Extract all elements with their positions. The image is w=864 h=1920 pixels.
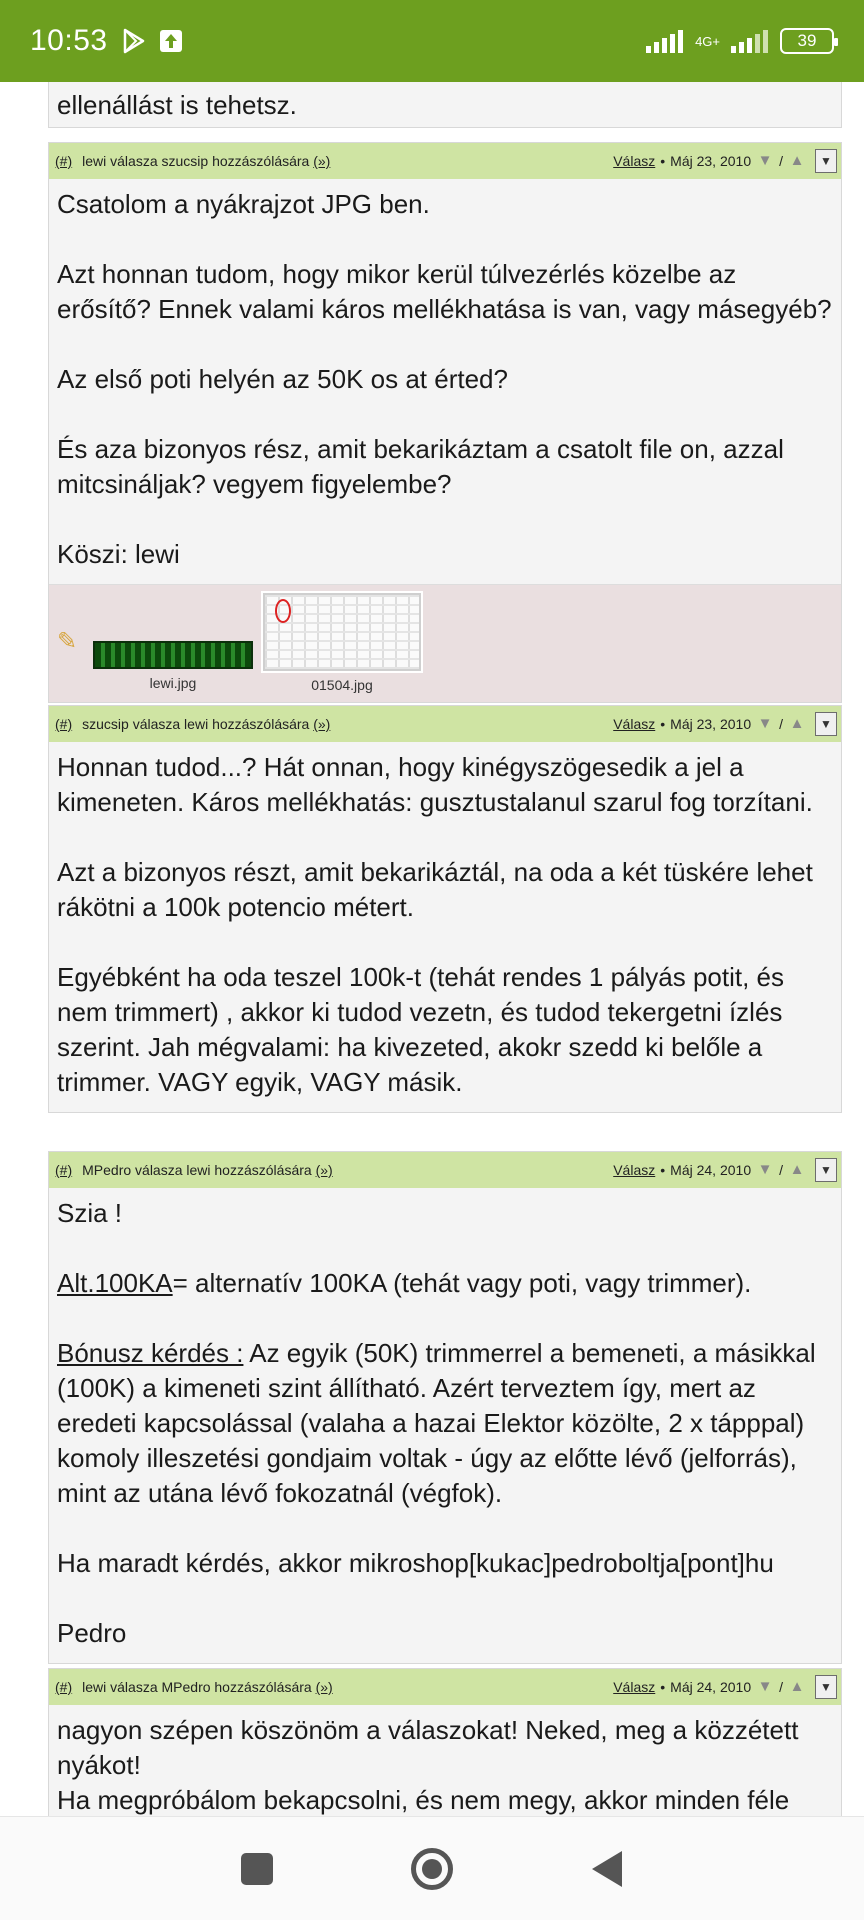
attachments [49, 584, 841, 702]
post-permalink[interactable]: (#) [55, 1679, 73, 1695]
recents-button[interactable] [233, 1845, 281, 1893]
post-author-line: lewi válasza MPedro hozzászólására [82, 1679, 312, 1695]
home-button[interactable] [408, 1845, 456, 1893]
post-date: Máj 24, 2010 [670, 1162, 752, 1178]
post-item [48, 1151, 842, 1664]
upload-icon [158, 28, 184, 54]
circled-mark [275, 599, 291, 623]
post-line: Az első poti helyén az 50K os at érted? [57, 364, 508, 394]
alt-text: = alternatív 100KA (tehát vagy poti, vagy trimmer). [172, 1268, 752, 1298]
thumb-up-icon[interactable]: ▲ [789, 1678, 805, 1695]
attachment-thumbnail[interactable] [93, 641, 253, 669]
vote-separator: / [779, 153, 783, 169]
vote-separator: / [779, 716, 783, 732]
post-content [49, 179, 841, 584]
back-triangle-icon [592, 1851, 622, 1887]
post-parent-link[interactable]: (») [313, 153, 331, 169]
thumb-down-icon[interactable]: ▼ [757, 1161, 773, 1178]
post-item [48, 1668, 842, 1816]
post-line: Csatolom a nyákrajzot JPG ben. [57, 189, 430, 219]
post-greeting: Szia ! [57, 1198, 123, 1228]
post-date: Máj 23, 2010 [670, 716, 752, 732]
post-header: (#) lewi válasza szucsip hozzászólására (») Válasz • Máj 23, 2010 ▼ / ▲ ▼ [49, 143, 841, 179]
vote-separator: / [779, 1679, 783, 1695]
post-content [49, 1188, 841, 1663]
navigation-bar [0, 1816, 864, 1920]
reply-link[interactable]: Válasz [613, 1162, 656, 1178]
post-header: (#) MPedro válasza lewi hozzászólására (») Válasz • Máj 24, 2010 ▼ / ▲ ▼ [49, 1152, 841, 1188]
post-author-line: szucsip válasza lewi hozzászólására [82, 716, 310, 732]
post-line: nagyon szépen köszönöm a válaszokat! Neked, meg a közzétett nyákot! [57, 1715, 806, 1780]
thumb-down-icon[interactable]: ▼ [757, 152, 773, 169]
attachment-name[interactable]: lewi.jpg [149, 675, 197, 691]
post-parent-link[interactable]: (») [313, 716, 331, 732]
post-item [48, 705, 842, 1113]
home-circle-icon [411, 1848, 453, 1890]
chevron-down-icon[interactable]: ▼ [815, 712, 837, 736]
status-time: 10:53 [30, 24, 108, 57]
post-author-line: MPedro válasza lewi hozzászólására [82, 1162, 312, 1178]
attachment-thumbnail[interactable] [263, 593, 421, 671]
status-notification-icons [120, 27, 184, 55]
play-store-icon [120, 27, 148, 55]
reply-link[interactable]: Válasz [613, 1679, 656, 1695]
post-fragment-text: ellenállást is tehetsz. [57, 90, 297, 120]
post-permalink[interactable]: (#) [55, 1162, 73, 1178]
battery-level: 39 [797, 31, 817, 50]
attachment-name[interactable]: 01504.jpg [311, 677, 373, 693]
attachment-01504[interactable] [263, 593, 421, 693]
post-content [49, 742, 841, 1112]
post-line: Honnan tudod...? Hát onnan, hogy kinégyszögesedik a jel a kimeneten. Káros mellékhatás: gusztustalanul szarul fog torzítani. [57, 752, 813, 817]
post-line: Köszi: lewi [57, 539, 180, 569]
alt-link[interactable]: Alt.100KA [57, 1268, 173, 1298]
post-line: Azt honnan tudom, hogy mikor kerül túlvezérlés közelbe az erősítő? Ennek valami káros mellékhatása is van, vagy másegyéb? [57, 259, 832, 324]
thumb-up-icon[interactable]: ▲ [789, 152, 805, 169]
thumb-down-icon[interactable]: ▼ [757, 715, 773, 732]
back-button[interactable] [583, 1845, 631, 1893]
signal-icon [645, 28, 685, 54]
post-line: Azt a bizonyos részt, amit bekarikáztál, na oda a két tüskére lehet rákötni a 100k potencio métert. [57, 857, 821, 922]
post-date: Máj 23, 2010 [670, 153, 752, 169]
chevron-down-icon[interactable]: ▼ [815, 149, 837, 173]
network-type-label: 4G+ [695, 33, 720, 49]
post-header: (#) szucsip válasza lewi hozzászólására (») Válasz • Máj 23, 2010 ▼ / ▲ ▼ [49, 706, 841, 742]
chevron-down-icon[interactable]: ▼ [815, 1675, 837, 1699]
paperclip-icon: ✎ [57, 628, 78, 655]
post-line: Ha megpróbálom bekapcsolni, és nem megy, akkor minden féle [57, 1785, 790, 1815]
post-author-line: lewi válasza szucsip hozzászólására [82, 153, 310, 169]
post-parent-link[interactable]: (») [315, 1679, 333, 1695]
chevron-down-icon[interactable]: ▼ [815, 1158, 837, 1182]
post-line: És aza bizonyos rész, amit bekarikáztam a csatolt file on, azzal mitcsináljak? vegyem figyelembe? [57, 434, 792, 499]
post-line: Egyébként ha oda teszel 100k-t (tehát rendes 1 pályás potit, és nem trimmert) , akkor ki tudod vezetn, és tudod tekergetni ízlés szerint. Jah mégvalami: ha kivezeted, akokr szedd ki belőle a trimmer. VAGY egyik, VAGY másik. [57, 962, 792, 1097]
post-item [48, 142, 842, 703]
post-content [49, 1705, 841, 1816]
battery-icon [780, 28, 834, 54]
square-icon [241, 1853, 273, 1885]
post-parent-link[interactable]: (») [315, 1162, 333, 1178]
contact-line: Ha maradt kérdés, akkor mikroshop[kukac]pedroboltja[pont]hu [57, 1548, 774, 1578]
vote-separator: / [779, 1162, 783, 1178]
reply-link[interactable]: Válasz [613, 716, 656, 732]
bonus-text: Az egyik (50K) trimmerrel a bemeneti, a másikkal (100K) a kimeneti szint állítható. Azért terveztem így, mert az eredeti kapcsolással (valaha a hazai Elektor közölte, 2 x tápppal) komoly illeszetési gondjaim voltak - úgy az előtte lévő (jelforrás), mint az utána lévő fokozatnál (végfok). [57, 1338, 823, 1508]
signal-icon-secondary [730, 28, 770, 54]
post-header: (#) lewi válasza MPedro hozzászólására (») Válasz • Máj 24, 2010 ▼ / ▲ ▼ [49, 1669, 841, 1705]
post-permalink[interactable]: (#) [55, 153, 73, 169]
bonus-label: Bónusz kérdés : [57, 1338, 244, 1368]
attachment-lewi[interactable] [93, 593, 253, 691]
post-date: Máj 24, 2010 [670, 1679, 752, 1695]
thumb-up-icon[interactable]: ▲ [789, 715, 805, 732]
post-permalink[interactable]: (#) [55, 716, 73, 732]
post-signature: Pedro [57, 1618, 127, 1648]
reply-link[interactable]: Válasz [613, 153, 656, 169]
thumb-down-icon[interactable]: ▼ [757, 1678, 773, 1695]
status-bar [0, 0, 864, 82]
thumb-up-icon[interactable]: ▲ [789, 1161, 805, 1178]
